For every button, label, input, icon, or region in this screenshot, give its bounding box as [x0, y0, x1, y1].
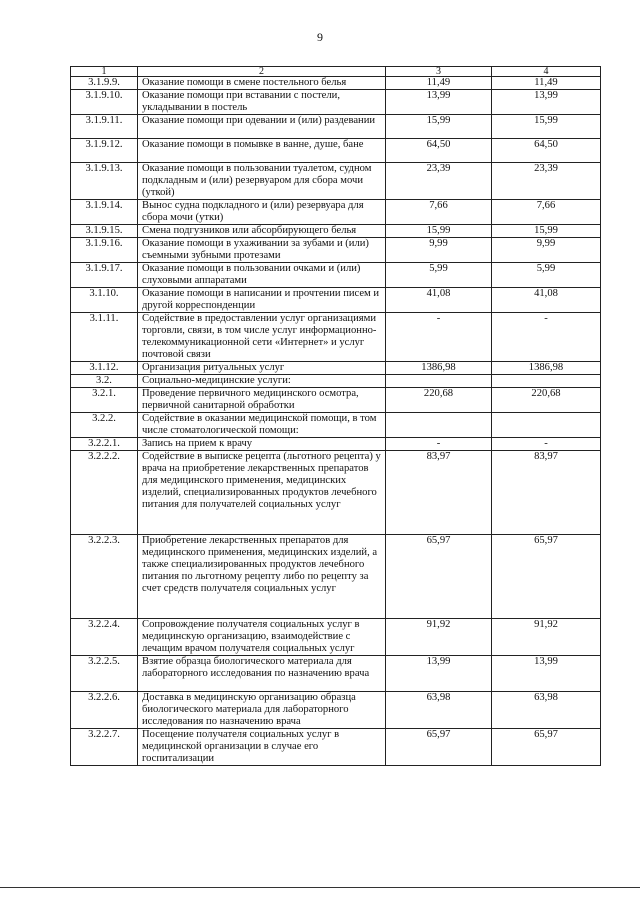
row-service: Содействие в оказании медицинской помощи, в том числе стоматологической помощи: — [138, 413, 386, 438]
services-price-table — [70, 66, 601, 766]
table-row — [71, 238, 601, 263]
row-service: Сопровождение получателя социальных услуг в медицинскую организацию, взаимодействие с лечащим врачом получателя социальных услуг — [138, 619, 386, 656]
row-code: 3.2. — [71, 375, 138, 388]
header-cell-3: 3 — [386, 67, 492, 77]
table-row — [71, 388, 601, 413]
row-price-b: 65,97 — [492, 535, 601, 619]
row-service: Содействие в предоставлении услуг организациями торговли, связи, в том числе услуг информационно-телекоммуникационной сети «Интернет» и услуг почтовой связи — [138, 313, 386, 362]
header-cell-1: 1 — [71, 67, 138, 77]
row-price-b — [492, 375, 601, 388]
row-price-a: - — [386, 438, 492, 451]
table-body — [71, 77, 601, 766]
row-price-b: 23,39 — [492, 163, 601, 200]
table-row — [71, 163, 601, 200]
table-row — [71, 619, 601, 656]
row-code: 3.1.9.13. — [71, 163, 138, 200]
row-price-a: - — [386, 313, 492, 362]
row-price-b: 11,49 — [492, 77, 601, 90]
row-price-a — [386, 375, 492, 388]
page-number: 9 — [317, 30, 323, 44]
row-price-b — [492, 413, 601, 438]
row-service: Проведение первичного медицинского осмотра, первичной санитарной обработки — [138, 388, 386, 413]
row-price-b: 64,50 — [492, 139, 601, 163]
row-code: 3.2.2. — [71, 413, 138, 438]
row-code: 3.1.9.11. — [71, 115, 138, 139]
row-price-b: 13,99 — [492, 656, 601, 692]
row-price-b: 13,99 — [492, 90, 601, 115]
table-row — [71, 313, 601, 362]
table-row — [71, 362, 601, 375]
row-code: 3.2.1. — [71, 388, 138, 413]
row-price-a: 11,49 — [386, 77, 492, 90]
row-service: Оказание помощи в смене постельного белья — [138, 77, 386, 90]
row-service: Посещение получателя социальных услуг в медицинской организации в случае его госпитализации — [138, 729, 386, 766]
row-price-a: 9,99 — [386, 238, 492, 263]
table-row — [71, 729, 601, 766]
row-code: 3.1.12. — [71, 362, 138, 375]
row-price-a: 13,99 — [386, 656, 492, 692]
header-cell-2: 2 — [138, 67, 386, 77]
row-service: Оказание помощи в ухаживании за зубами и (или) съемными зубными протезами — [138, 238, 386, 263]
table-row — [71, 90, 601, 115]
table-row — [71, 139, 601, 163]
table-row — [71, 225, 601, 238]
row-service: Доставка в медицинскую организацию образца биологического материала для лабораторного исследования по назначению врача — [138, 692, 386, 729]
row-service: Оказание помощи при одевании и (или) раздевании — [138, 115, 386, 139]
row-code: 3.1.10. — [71, 288, 138, 313]
table-row — [71, 288, 601, 313]
row-price-b: 9,99 — [492, 238, 601, 263]
row-service: Оказание помощи в помывке в ванне, душе, бане — [138, 139, 386, 163]
row-code: 3.2.2.5. — [71, 656, 138, 692]
table-row — [71, 692, 601, 729]
row-price-b: - — [492, 313, 601, 362]
row-price-a: 91,92 — [386, 619, 492, 656]
row-code: 3.2.2.7. — [71, 729, 138, 766]
row-code: 3.1.9.9. — [71, 77, 138, 90]
row-code: 3.1.9.17. — [71, 263, 138, 288]
row-service: Оказание помощи в пользовании очками и (или) слуховыми аппаратами — [138, 263, 386, 288]
row-code: 3.1.11. — [71, 313, 138, 362]
row-price-a: 1386,98 — [386, 362, 492, 375]
row-price-a: 65,97 — [386, 729, 492, 766]
row-price-b: 63,98 — [492, 692, 601, 729]
table-row — [71, 200, 601, 225]
row-service: Приобретение лекарственных препаратов для медицинского применения, медицинских изделий, а также специализированных продуктов лечебного питания по льготному рецепту либо по рецепту за счет средств получателя социальных услуг — [138, 535, 386, 619]
row-code: 3.2.2.2. — [71, 451, 138, 535]
row-price-b: 91,92 — [492, 619, 601, 656]
table-row — [71, 438, 601, 451]
row-price-a: 5,99 — [386, 263, 492, 288]
row-code: 3.1.9.15. — [71, 225, 138, 238]
row-price-a: 15,99 — [386, 225, 492, 238]
table-row — [71, 115, 601, 139]
row-price-a — [386, 413, 492, 438]
row-price-b: - — [492, 438, 601, 451]
row-code: 3.2.2.3. — [71, 535, 138, 619]
row-price-a: 23,39 — [386, 163, 492, 200]
row-service: Запись на прием к врачу — [138, 438, 386, 451]
table-row — [71, 375, 601, 388]
row-code: 3.2.2.4. — [71, 619, 138, 656]
row-code: 3.2.2.6. — [71, 692, 138, 729]
table-row — [71, 656, 601, 692]
row-price-b: 1386,98 — [492, 362, 601, 375]
row-price-b: 7,66 — [492, 200, 601, 225]
row-code: 3.1.9.12. — [71, 139, 138, 163]
row-price-b: 65,97 — [492, 729, 601, 766]
table-row — [71, 413, 601, 438]
header-cell-4: 4 — [492, 67, 601, 77]
row-price-a: 41,08 — [386, 288, 492, 313]
row-service: Вынос судна подкладного и (или) резервуара для сбора мочи (утки) — [138, 200, 386, 225]
row-price-a: 15,99 — [386, 115, 492, 139]
table-row — [71, 263, 601, 288]
row-service: Взятие образца биологического материала для лабораторного исследования по назначению врача — [138, 656, 386, 692]
row-service: Оказание помощи при вставании с постели, укладывании в постель — [138, 90, 386, 115]
row-price-b: 41,08 — [492, 288, 601, 313]
row-service: Оказание помощи в пользовании туалетом, судном подкладным и (или) резервуаром для сбора мочи (уткой) — [138, 163, 386, 200]
row-price-b: 5,99 — [492, 263, 601, 288]
row-price-a: 65,97 — [386, 535, 492, 619]
row-code: 3.1.9.16. — [71, 238, 138, 263]
row-price-b: 15,99 — [492, 115, 601, 139]
row-price-b: 220,68 — [492, 388, 601, 413]
row-price-a: 13,99 — [386, 90, 492, 115]
row-price-a: 7,66 — [386, 200, 492, 225]
table-row — [71, 451, 601, 535]
table-row — [71, 535, 601, 619]
row-price-a: 64,50 — [386, 139, 492, 163]
row-price-b: 15,99 — [492, 225, 601, 238]
row-service: Социально-медицинские услуги: — [138, 375, 386, 388]
row-price-a: 83,97 — [386, 451, 492, 535]
row-service: Оказание помощи в написании и прочтении писем и другой корреспонденции — [138, 288, 386, 313]
row-price-b: 83,97 — [492, 451, 601, 535]
row-code: 3.2.2.1. — [71, 438, 138, 451]
table-header-row — [71, 67, 601, 77]
row-price-a: 63,98 — [386, 692, 492, 729]
row-service: Организация ритуальных услуг — [138, 362, 386, 375]
row-price-a: 220,68 — [386, 388, 492, 413]
row-code: 3.1.9.10. — [71, 90, 138, 115]
bottom-rule — [0, 887, 640, 888]
row-service: Содействие в выписке рецепта (льготного рецепта) у врача на приобретение лекарственных препаратов для медицинского применения, медицинских изделий, специализированных продуктов лечебного питания для получателей социальных услуг — [138, 451, 386, 535]
row-service: Смена подгузников или абсорбирующего белья — [138, 225, 386, 238]
row-code: 3.1.9.14. — [71, 200, 138, 225]
table-row — [71, 77, 601, 90]
